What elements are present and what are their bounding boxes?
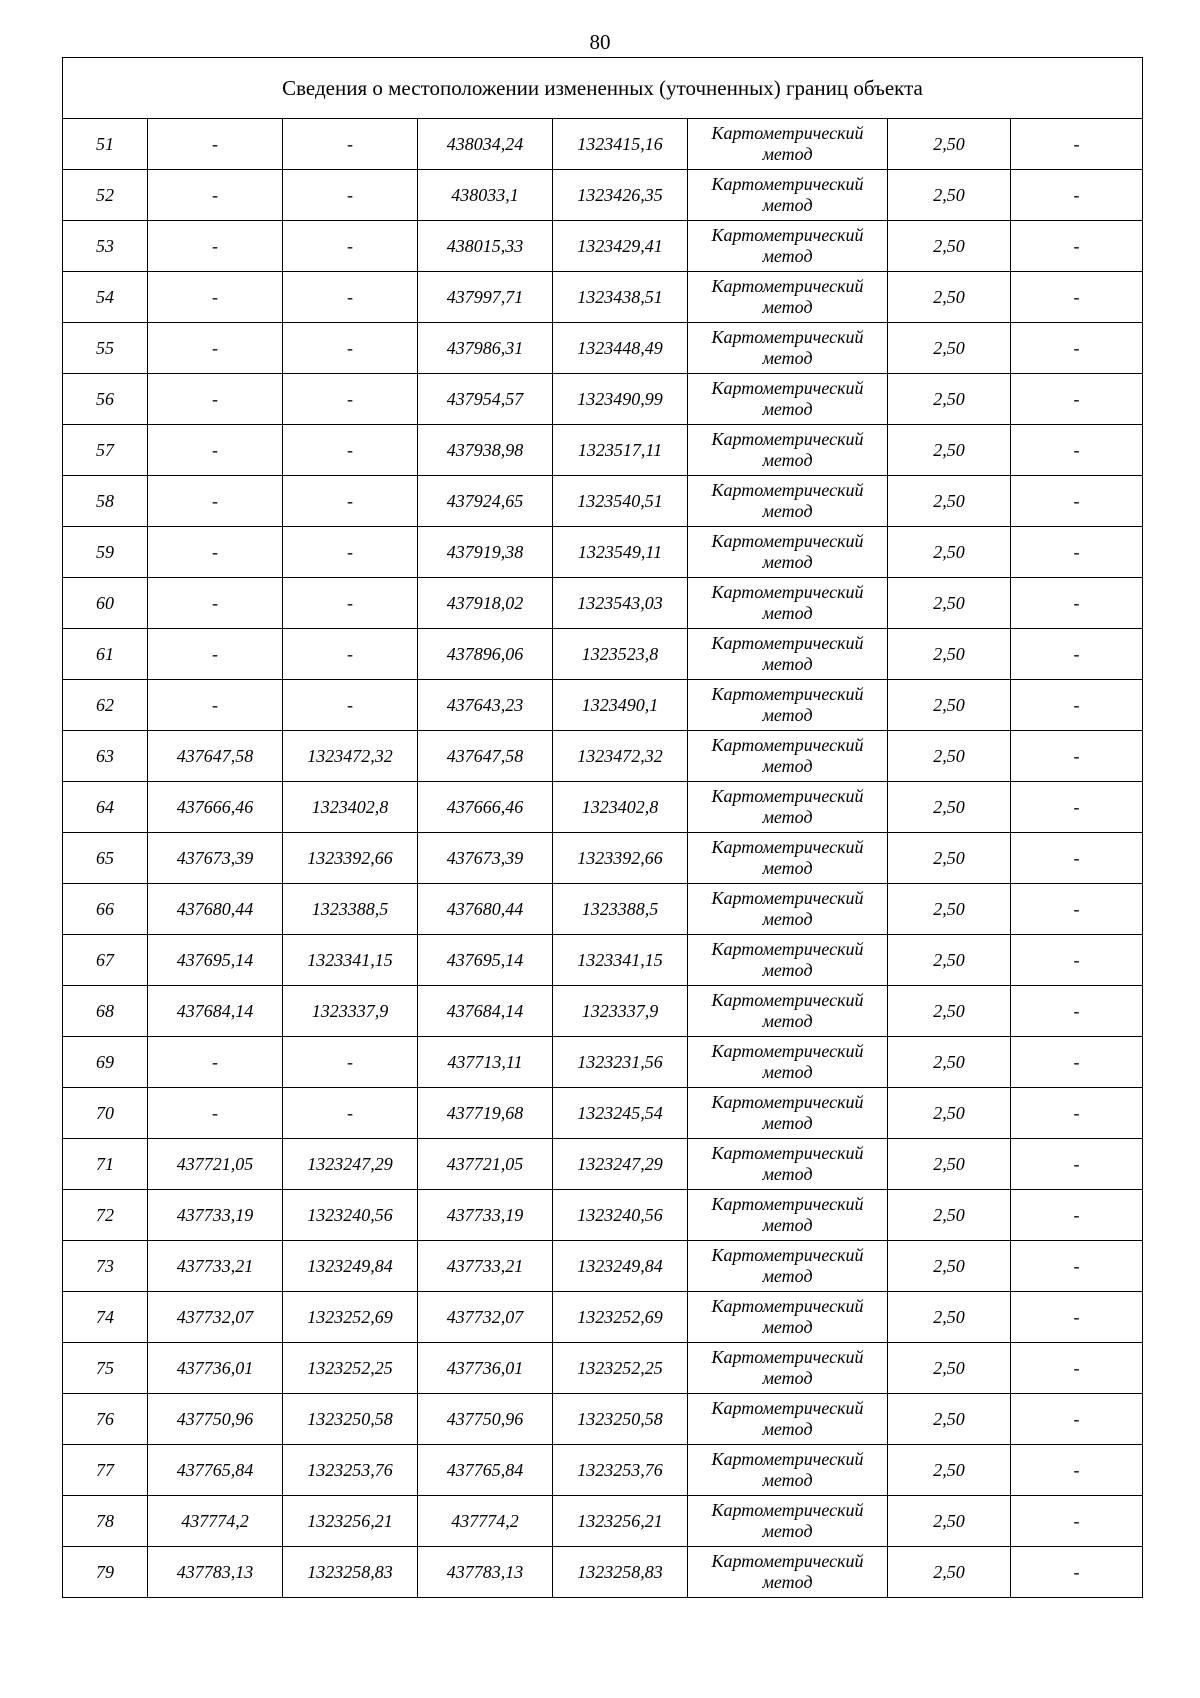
existing-y-cell: 1323256,21	[283, 1496, 418, 1547]
table-row	[63, 986, 1143, 1037]
existing-y-cell: -	[283, 221, 418, 272]
existing-y-cell: -	[283, 119, 418, 170]
table-row	[63, 221, 1143, 272]
new-x-cell: 437695,14	[418, 935, 553, 986]
description-cell: -	[1011, 1241, 1143, 1292]
table-row	[63, 119, 1143, 170]
accuracy-cell: 2,50	[888, 1241, 1011, 1292]
description-cell: -	[1011, 476, 1143, 527]
existing-x-cell: 437673,39	[148, 833, 283, 884]
existing-x-cell: -	[148, 578, 283, 629]
new-x-cell: 437896,06	[418, 629, 553, 680]
description-cell: -	[1011, 119, 1143, 170]
new-x-cell: 437954,57	[418, 374, 553, 425]
new-y-cell: 1323426,35	[553, 170, 688, 221]
table-row	[63, 1445, 1143, 1496]
new-x-cell: 437666,46	[418, 782, 553, 833]
new-y-cell: 1323252,69	[553, 1292, 688, 1343]
accuracy-cell: 2,50	[888, 884, 1011, 935]
existing-x-cell: 437733,19	[148, 1190, 283, 1241]
table-row	[63, 1139, 1143, 1190]
new-x-cell: 438034,24	[418, 119, 553, 170]
new-x-cell: 437721,05	[418, 1139, 553, 1190]
existing-y-cell: -	[283, 629, 418, 680]
existing-x-cell: -	[148, 425, 283, 476]
accuracy-cell: 2,50	[888, 986, 1011, 1037]
new-x-cell: 437732,07	[418, 1292, 553, 1343]
point-number-cell: 75	[63, 1343, 148, 1394]
accuracy-cell: 2,50	[888, 170, 1011, 221]
existing-y-cell: 1323341,15	[283, 935, 418, 986]
existing-y-cell: -	[283, 1088, 418, 1139]
new-x-cell: 437733,19	[418, 1190, 553, 1241]
table-row	[63, 578, 1143, 629]
description-cell: -	[1011, 1088, 1143, 1139]
new-y-cell: 1323247,29	[553, 1139, 688, 1190]
existing-x-cell: 437765,84	[148, 1445, 283, 1496]
description-cell: -	[1011, 731, 1143, 782]
description-cell: -	[1011, 629, 1143, 680]
table-row	[63, 170, 1143, 221]
method-cell: Картометрический метод	[688, 578, 888, 629]
description-cell: -	[1011, 527, 1143, 578]
table-row	[63, 1088, 1143, 1139]
existing-y-cell: 1323258,83	[283, 1547, 418, 1598]
accuracy-cell: 2,50	[888, 1394, 1011, 1445]
point-number-cell: 64	[63, 782, 148, 833]
accuracy-cell: 2,50	[888, 527, 1011, 578]
accuracy-cell: 2,50	[888, 1547, 1011, 1598]
accuracy-cell: 2,50	[888, 1496, 1011, 1547]
point-number-cell: 77	[63, 1445, 148, 1496]
existing-y-cell: 1323253,76	[283, 1445, 418, 1496]
existing-y-cell: -	[283, 527, 418, 578]
point-number-cell: 70	[63, 1088, 148, 1139]
new-y-cell: 1323231,56	[553, 1037, 688, 1088]
method-cell: Картометрический метод	[688, 119, 888, 170]
existing-y-cell: -	[283, 170, 418, 221]
existing-x-cell: -	[148, 629, 283, 680]
point-number-cell: 55	[63, 323, 148, 374]
method-cell: Картометрический метод	[688, 629, 888, 680]
new-y-cell: 1323490,1	[553, 680, 688, 731]
existing-y-cell: -	[283, 680, 418, 731]
new-y-cell: 1323543,03	[553, 578, 688, 629]
accuracy-cell: 2,50	[888, 374, 1011, 425]
description-cell: -	[1011, 1139, 1143, 1190]
method-cell: Картометрический метод	[688, 1088, 888, 1139]
accuracy-cell: 2,50	[888, 272, 1011, 323]
new-x-cell: 437783,13	[418, 1547, 553, 1598]
accuracy-cell: 2,50	[888, 1088, 1011, 1139]
new-y-cell: 1323258,83	[553, 1547, 688, 1598]
method-cell: Картометрический метод	[688, 221, 888, 272]
new-x-cell: 437918,02	[418, 578, 553, 629]
description-cell: -	[1011, 1190, 1143, 1241]
accuracy-cell: 2,50	[888, 1445, 1011, 1496]
point-number-cell: 52	[63, 170, 148, 221]
existing-x-cell: 437733,21	[148, 1241, 283, 1292]
accuracy-cell: 2,50	[888, 425, 1011, 476]
method-cell: Картометрический метод	[688, 1343, 888, 1394]
existing-x-cell: 437732,07	[148, 1292, 283, 1343]
method-cell: Картометрический метод	[688, 1241, 888, 1292]
description-cell: -	[1011, 1394, 1143, 1445]
new-y-cell: 1323429,41	[553, 221, 688, 272]
existing-x-cell: 437666,46	[148, 782, 283, 833]
new-x-cell: 437673,39	[418, 833, 553, 884]
point-number-cell: 73	[63, 1241, 148, 1292]
existing-x-cell: -	[148, 323, 283, 374]
method-cell: Картометрический метод	[688, 986, 888, 1037]
point-number-cell: 57	[63, 425, 148, 476]
description-cell: -	[1011, 680, 1143, 731]
description-cell: -	[1011, 935, 1143, 986]
method-cell: Картометрический метод	[688, 323, 888, 374]
description-cell: -	[1011, 1292, 1143, 1343]
existing-y-cell: -	[283, 578, 418, 629]
method-cell: Картометрический метод	[688, 425, 888, 476]
table-row	[63, 1241, 1143, 1292]
point-number-cell: 69	[63, 1037, 148, 1088]
method-cell: Картометрический метод	[688, 1037, 888, 1088]
point-number-cell: 72	[63, 1190, 148, 1241]
new-x-cell: 437643,23	[418, 680, 553, 731]
existing-x-cell: 437783,13	[148, 1547, 283, 1598]
existing-x-cell: -	[148, 221, 283, 272]
page-number: 80	[589, 30, 611, 54]
table-row	[63, 323, 1143, 374]
method-cell: Картометрический метод	[688, 935, 888, 986]
description-cell: -	[1011, 782, 1143, 833]
description-cell: -	[1011, 833, 1143, 884]
accuracy-cell: 2,50	[888, 578, 1011, 629]
table-row	[63, 1496, 1143, 1547]
existing-x-cell: 437684,14	[148, 986, 283, 1037]
existing-y-cell: 1323249,84	[283, 1241, 418, 1292]
accuracy-cell: 2,50	[888, 323, 1011, 374]
new-y-cell: 1323240,56	[553, 1190, 688, 1241]
existing-y-cell: -	[283, 272, 418, 323]
table-row	[63, 1343, 1143, 1394]
existing-x-cell: -	[148, 1037, 283, 1088]
existing-y-cell: 1323240,56	[283, 1190, 418, 1241]
new-y-cell: 1323448,49	[553, 323, 688, 374]
accuracy-cell: 2,50	[888, 731, 1011, 782]
accuracy-cell: 2,50	[888, 221, 1011, 272]
description-cell: -	[1011, 1343, 1143, 1394]
description-cell: -	[1011, 221, 1143, 272]
point-number-cell: 60	[63, 578, 148, 629]
table-title-row	[63, 58, 1143, 119]
point-number-cell: 56	[63, 374, 148, 425]
new-x-cell: 437713,11	[418, 1037, 553, 1088]
description-cell: -	[1011, 272, 1143, 323]
point-number-cell: 68	[63, 986, 148, 1037]
existing-y-cell: -	[283, 374, 418, 425]
point-number-cell: 58	[63, 476, 148, 527]
existing-y-cell: 1323252,69	[283, 1292, 418, 1343]
point-number-cell: 61	[63, 629, 148, 680]
new-y-cell: 1323490,99	[553, 374, 688, 425]
table-row	[63, 680, 1143, 731]
accuracy-cell: 2,50	[888, 629, 1011, 680]
existing-x-cell: -	[148, 1088, 283, 1139]
new-x-cell: 437750,96	[418, 1394, 553, 1445]
description-cell: -	[1011, 1496, 1143, 1547]
table-row	[63, 833, 1143, 884]
method-cell: Картометрический метод	[688, 527, 888, 578]
existing-x-cell: -	[148, 374, 283, 425]
table-row	[63, 1394, 1143, 1445]
new-x-cell: 437997,71	[418, 272, 553, 323]
description-cell: -	[1011, 425, 1143, 476]
new-x-cell: 437924,65	[418, 476, 553, 527]
new-y-cell: 1323249,84	[553, 1241, 688, 1292]
method-cell: Картометрический метод	[688, 374, 888, 425]
point-number-cell: 65	[63, 833, 148, 884]
table-row	[63, 935, 1143, 986]
accuracy-cell: 2,50	[888, 1037, 1011, 1088]
existing-y-cell: -	[283, 1037, 418, 1088]
method-cell: Картометрический метод	[688, 1292, 888, 1343]
existing-x-cell: 437750,96	[148, 1394, 283, 1445]
new-x-cell: 438015,33	[418, 221, 553, 272]
method-cell: Картометрический метод	[688, 731, 888, 782]
point-number-cell: 76	[63, 1394, 148, 1445]
point-number-cell: 59	[63, 527, 148, 578]
new-x-cell: 438033,1	[418, 170, 553, 221]
existing-x-cell: -	[148, 476, 283, 527]
table-row	[63, 425, 1143, 476]
existing-x-cell: -	[148, 119, 283, 170]
accuracy-cell: 2,50	[888, 1343, 1011, 1394]
point-number-cell: 51	[63, 119, 148, 170]
new-x-cell: 437736,01	[418, 1343, 553, 1394]
description-cell: -	[1011, 170, 1143, 221]
existing-y-cell: 1323337,9	[283, 986, 418, 1037]
existing-y-cell: -	[283, 323, 418, 374]
new-x-cell: 437774,2	[418, 1496, 553, 1547]
existing-y-cell: 1323247,29	[283, 1139, 418, 1190]
existing-y-cell: 1323402,8	[283, 782, 418, 833]
new-y-cell: 1323415,16	[553, 119, 688, 170]
point-number-cell: 66	[63, 884, 148, 935]
new-x-cell: 437733,21	[418, 1241, 553, 1292]
table-row	[63, 1037, 1143, 1088]
existing-x-cell: -	[148, 527, 283, 578]
accuracy-cell: 2,50	[888, 935, 1011, 986]
existing-y-cell: 1323472,32	[283, 731, 418, 782]
method-cell: Картометрический метод	[688, 884, 888, 935]
method-cell: Картометрический метод	[688, 680, 888, 731]
accuracy-cell: 2,50	[888, 833, 1011, 884]
table-row	[63, 527, 1143, 578]
new-y-cell: 1323540,51	[553, 476, 688, 527]
accuracy-cell: 2,50	[888, 1292, 1011, 1343]
accuracy-cell: 2,50	[888, 476, 1011, 527]
table-row	[63, 272, 1143, 323]
table-row	[63, 782, 1143, 833]
new-y-cell: 1323245,54	[553, 1088, 688, 1139]
description-cell: -	[1011, 374, 1143, 425]
point-number-cell: 67	[63, 935, 148, 986]
new-x-cell: 437765,84	[418, 1445, 553, 1496]
existing-y-cell: 1323388,5	[283, 884, 418, 935]
table-title: Сведения о местоположении измененных (уточненных) границ объекта	[63, 58, 1143, 119]
method-cell: Картометрический метод	[688, 782, 888, 833]
table-row	[63, 476, 1143, 527]
existing-x-cell: -	[148, 170, 283, 221]
new-x-cell: 437647,58	[418, 731, 553, 782]
point-number-cell: 74	[63, 1292, 148, 1343]
new-y-cell: 1323523,8	[553, 629, 688, 680]
existing-x-cell: -	[148, 680, 283, 731]
description-cell: -	[1011, 1037, 1143, 1088]
new-y-cell: 1323517,11	[553, 425, 688, 476]
existing-x-cell: 437721,05	[148, 1139, 283, 1190]
new-x-cell: 437919,38	[418, 527, 553, 578]
description-cell: -	[1011, 1547, 1143, 1598]
existing-x-cell: 437736,01	[148, 1343, 283, 1394]
boundary-coordinates-table	[62, 57, 1143, 1598]
method-cell: Картометрический метод	[688, 1139, 888, 1190]
table-row	[63, 629, 1143, 680]
point-number-cell: 79	[63, 1547, 148, 1598]
new-y-cell: 1323472,32	[553, 731, 688, 782]
new-y-cell: 1323337,9	[553, 986, 688, 1037]
method-cell: Картометрический метод	[688, 1394, 888, 1445]
point-number-cell: 62	[63, 680, 148, 731]
new-y-cell: 1323341,15	[553, 935, 688, 986]
description-cell: -	[1011, 578, 1143, 629]
table-row	[63, 1190, 1143, 1241]
description-cell: -	[1011, 1445, 1143, 1496]
description-cell: -	[1011, 884, 1143, 935]
existing-y-cell: -	[283, 425, 418, 476]
description-cell: -	[1011, 986, 1143, 1037]
new-y-cell: 1323252,25	[553, 1343, 688, 1394]
point-number-cell: 71	[63, 1139, 148, 1190]
point-number-cell: 63	[63, 731, 148, 782]
point-number-cell: 54	[63, 272, 148, 323]
point-number-cell: 78	[63, 1496, 148, 1547]
method-cell: Картометрический метод	[688, 1496, 888, 1547]
table-row	[63, 1547, 1143, 1598]
new-y-cell: 1323392,66	[553, 833, 688, 884]
method-cell: Картометрический метод	[688, 1547, 888, 1598]
new-x-cell: 437986,31	[418, 323, 553, 374]
existing-x-cell: 437647,58	[148, 731, 283, 782]
new-y-cell: 1323438,51	[553, 272, 688, 323]
description-cell: -	[1011, 323, 1143, 374]
new-x-cell: 437684,14	[418, 986, 553, 1037]
method-cell: Картометрический метод	[688, 272, 888, 323]
table-row	[63, 884, 1143, 935]
method-cell: Картометрический метод	[688, 476, 888, 527]
method-cell: Картометрический метод	[688, 170, 888, 221]
method-cell: Картометрический метод	[688, 833, 888, 884]
new-x-cell: 437719,68	[418, 1088, 553, 1139]
new-y-cell: 1323256,21	[553, 1496, 688, 1547]
new-y-cell: 1323253,76	[553, 1445, 688, 1496]
accuracy-cell: 2,50	[888, 119, 1011, 170]
existing-y-cell: 1323252,25	[283, 1343, 418, 1394]
accuracy-cell: 2,50	[888, 680, 1011, 731]
existing-x-cell: 437695,14	[148, 935, 283, 986]
accuracy-cell: 2,50	[888, 782, 1011, 833]
new-y-cell: 1323250,58	[553, 1394, 688, 1445]
existing-y-cell: 1323392,66	[283, 833, 418, 884]
table-row	[63, 1292, 1143, 1343]
new-y-cell: 1323549,11	[553, 527, 688, 578]
table-body	[63, 119, 1143, 1598]
table-row	[63, 731, 1143, 782]
method-cell: Картометрический метод	[688, 1445, 888, 1496]
accuracy-cell: 2,50	[888, 1139, 1011, 1190]
method-cell: Картометрический метод	[688, 1190, 888, 1241]
existing-y-cell: -	[283, 476, 418, 527]
new-y-cell: 1323402,8	[553, 782, 688, 833]
point-number-cell: 53	[63, 221, 148, 272]
existing-x-cell: 437680,44	[148, 884, 283, 935]
existing-y-cell: 1323250,58	[283, 1394, 418, 1445]
table-row	[63, 374, 1143, 425]
new-x-cell: 437938,98	[418, 425, 553, 476]
existing-x-cell: 437774,2	[148, 1496, 283, 1547]
existing-x-cell: -	[148, 272, 283, 323]
new-x-cell: 437680,44	[418, 884, 553, 935]
new-y-cell: 1323388,5	[553, 884, 688, 935]
accuracy-cell: 2,50	[888, 1190, 1011, 1241]
